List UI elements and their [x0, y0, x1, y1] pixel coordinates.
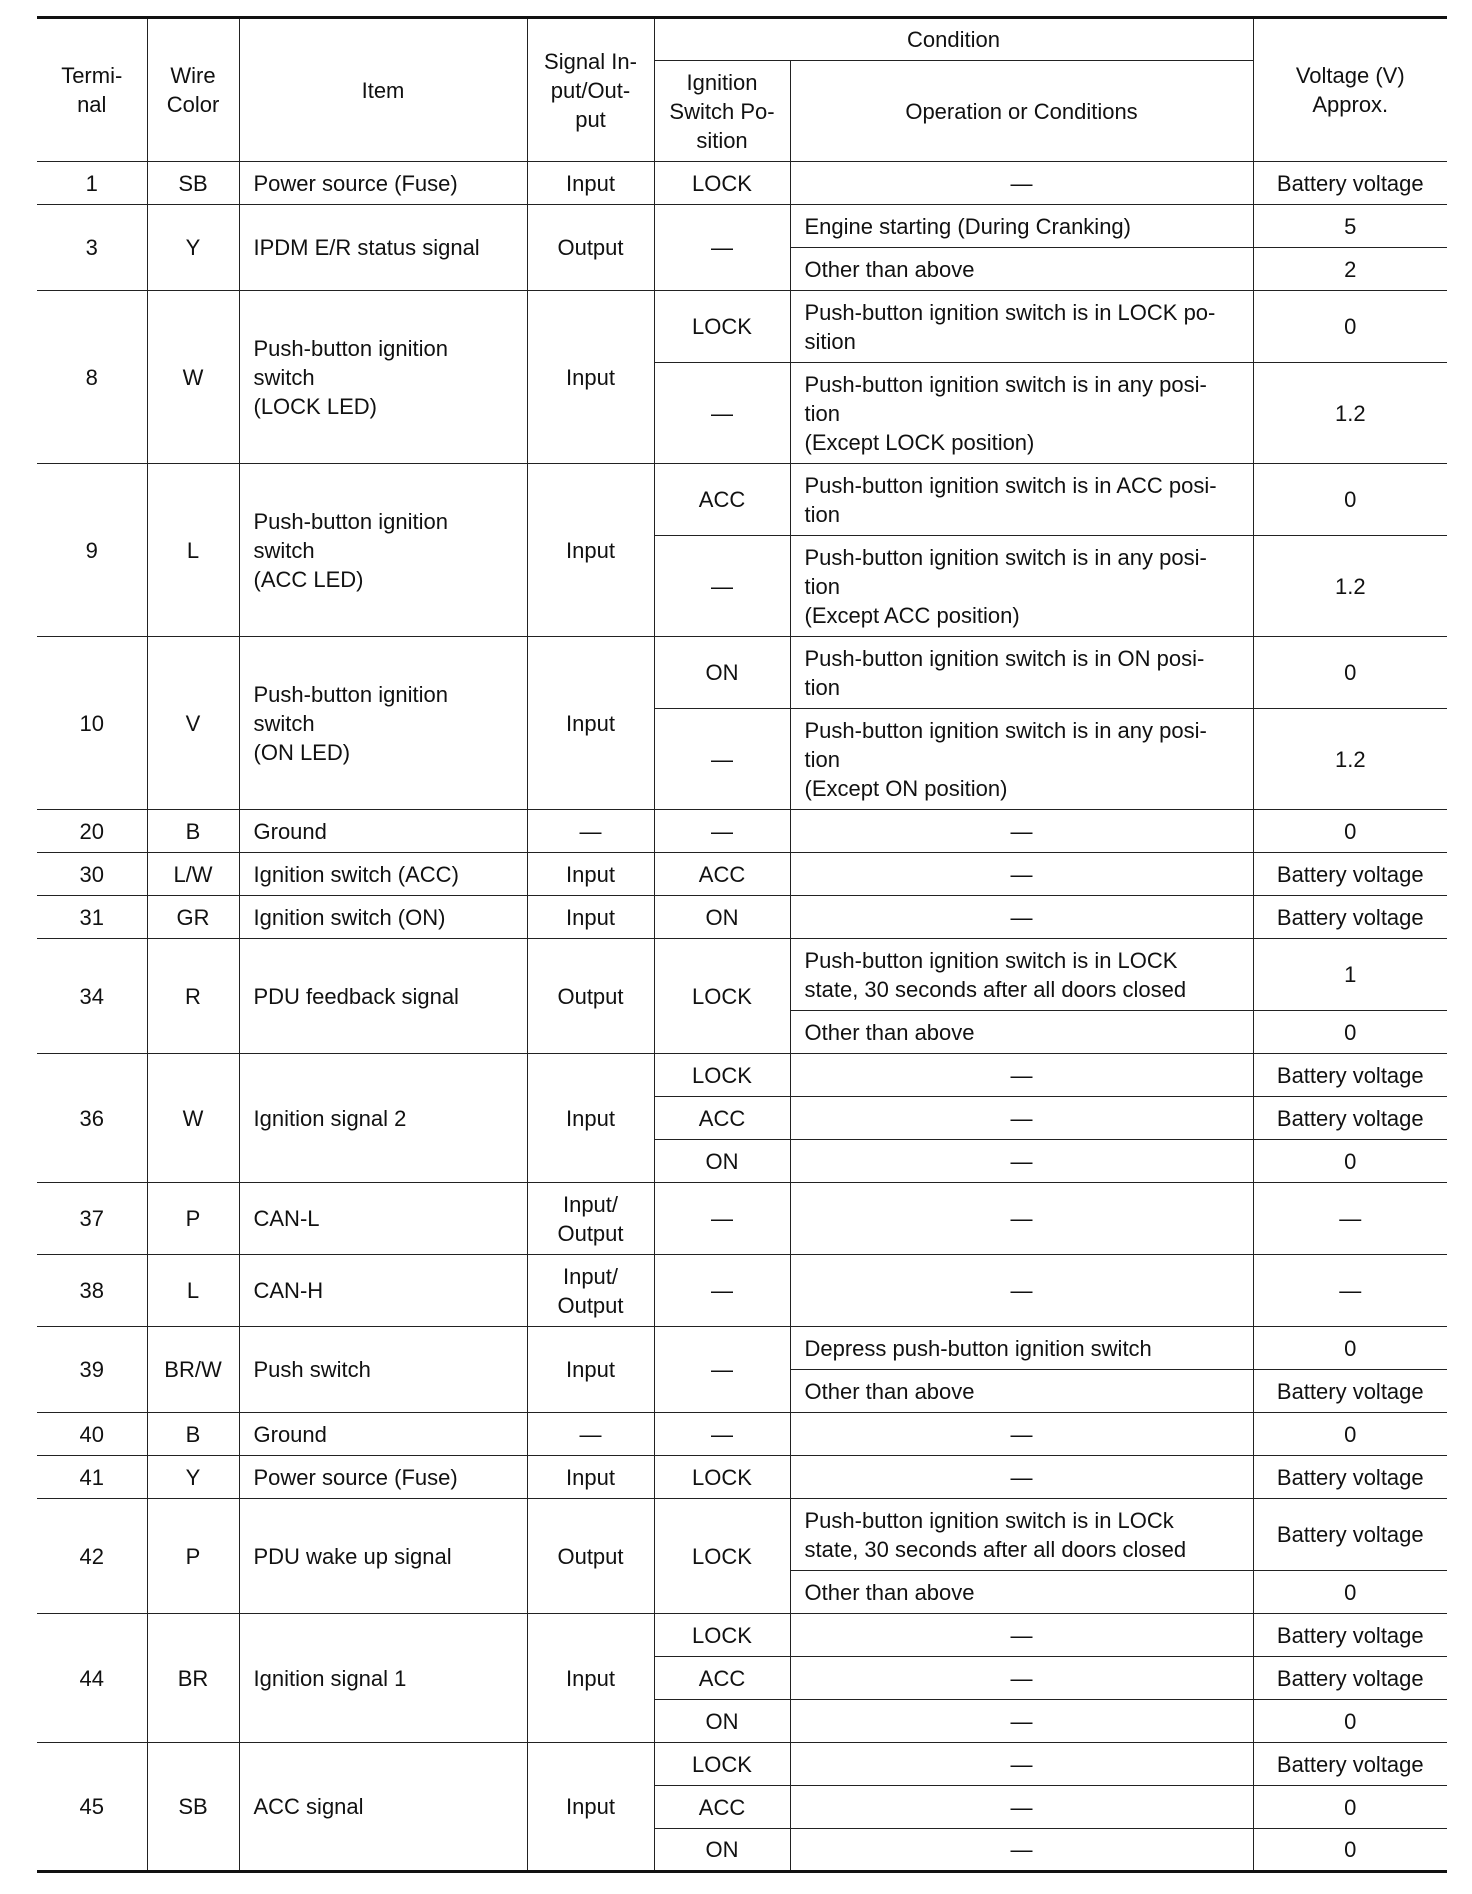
- cell-ignition-position: LOCK: [654, 1614, 790, 1657]
- cell-wire-color: Y: [147, 1456, 239, 1499]
- cell-item: Push switch: [239, 1327, 527, 1413]
- cell-item: Ignition signal 2: [239, 1054, 527, 1183]
- cell-signal: Input: [527, 1614, 654, 1743]
- cell-item: PDU feedback signal: [239, 939, 527, 1054]
- cell-terminal: 20: [37, 810, 147, 853]
- cell-voltage: Battery voltage: [1253, 853, 1447, 896]
- cell-item: PDU wake up signal: [239, 1499, 527, 1614]
- cell-ignition-position: ACC: [654, 853, 790, 896]
- terminal-table: [37, 16, 1447, 1873]
- cell-voltage: 0: [1253, 1786, 1447, 1829]
- cell-ignition-position: LOCK: [654, 1499, 790, 1614]
- cell-voltage: —: [1253, 1255, 1447, 1327]
- cell-ignition-position: —: [654, 1183, 790, 1255]
- cell-wire-color: P: [147, 1183, 239, 1255]
- cell-voltage: Battery voltage: [1253, 1097, 1447, 1140]
- cell-signal: Output: [527, 1499, 654, 1614]
- cell-ignition-position: ON: [654, 1140, 790, 1183]
- cell-terminal: 3: [37, 205, 147, 291]
- cell-voltage: Battery voltage: [1253, 1614, 1447, 1657]
- cell-signal: Input/ Output: [527, 1255, 654, 1327]
- cell-operation: Other than above: [790, 1370, 1253, 1413]
- cell-terminal: 30: [37, 853, 147, 896]
- cell-operation: —: [790, 162, 1253, 205]
- cell-voltage: —: [1253, 1183, 1447, 1255]
- table-row: [37, 896, 1447, 939]
- cell-item: CAN-H: [239, 1255, 527, 1327]
- cell-voltage: 0: [1253, 637, 1447, 709]
- cell-operation: —: [790, 1614, 1253, 1657]
- cell-signal: Input: [527, 896, 654, 939]
- cell-ignition-position: —: [654, 810, 790, 853]
- cell-wire-color: BR: [147, 1614, 239, 1743]
- cell-terminal: 42: [37, 1499, 147, 1614]
- cell-signal: Input: [527, 162, 654, 205]
- cell-ignition-position: ACC: [654, 464, 790, 536]
- cell-signal: Input: [527, 853, 654, 896]
- table-row: [37, 162, 1447, 205]
- cell-operation: —: [790, 1183, 1253, 1255]
- cell-terminal: 45: [37, 1743, 147, 1872]
- cell-voltage: Battery voltage: [1253, 1054, 1447, 1097]
- cell-wire-color: GR: [147, 896, 239, 939]
- cell-ignition-position: ACC: [654, 1657, 790, 1700]
- cell-voltage: 0: [1253, 1011, 1447, 1054]
- cell-voltage: 0: [1253, 1327, 1447, 1370]
- cell-signal: Input: [527, 291, 654, 464]
- cell-ignition-position: LOCK: [654, 291, 790, 363]
- header-wire-color: Wire Color: [147, 18, 239, 162]
- cell-signal: Input: [527, 637, 654, 810]
- cell-voltage: 0: [1253, 1140, 1447, 1183]
- cell-terminal: 10: [37, 637, 147, 810]
- cell-voltage: Battery voltage: [1253, 1456, 1447, 1499]
- cell-terminal: 31: [37, 896, 147, 939]
- cell-wire-color: R: [147, 939, 239, 1054]
- table-row: [37, 853, 1447, 896]
- table-row: [37, 1255, 1447, 1327]
- cell-ignition-position: —: [654, 1255, 790, 1327]
- table-row: [37, 1743, 1447, 1786]
- cell-item: Power source (Fuse): [239, 1456, 527, 1499]
- cell-wire-color: L/W: [147, 853, 239, 896]
- cell-signal: —: [527, 1413, 654, 1456]
- cell-voltage: 0: [1253, 1700, 1447, 1743]
- cell-voltage: Battery voltage: [1253, 1370, 1447, 1413]
- table-header: [37, 18, 1447, 162]
- cell-ignition-position: ON: [654, 1829, 790, 1872]
- cell-terminal: 39: [37, 1327, 147, 1413]
- cell-operation: —: [790, 1786, 1253, 1829]
- cell-item: Ignition switch (ON): [239, 896, 527, 939]
- cell-item: Ignition switch (ACC): [239, 853, 527, 896]
- cell-signal: Input: [527, 1327, 654, 1413]
- cell-ignition-position: LOCK: [654, 162, 790, 205]
- cell-voltage: 5: [1253, 205, 1447, 248]
- cell-operation: —: [790, 853, 1253, 896]
- cell-voltage: 1.2: [1253, 709, 1447, 810]
- cell-terminal: 9: [37, 464, 147, 637]
- cell-voltage: Battery voltage: [1253, 162, 1447, 205]
- cell-item: Ignition signal 1: [239, 1614, 527, 1743]
- cell-ignition-position: —: [654, 205, 790, 291]
- cell-voltage: 0: [1253, 291, 1447, 363]
- cell-ignition-position: ACC: [654, 1786, 790, 1829]
- header-operation: Operation or Conditions: [790, 61, 1253, 162]
- cell-operation: Push-button ignition switch is in any posi- tion (Except LOCK position): [790, 363, 1253, 464]
- table-row: [37, 205, 1447, 248]
- cell-terminal: 44: [37, 1614, 147, 1743]
- table-row: [37, 637, 1447, 709]
- header-condition: Condition: [654, 18, 1253, 61]
- cell-operation: Other than above: [790, 1571, 1253, 1614]
- cell-voltage: Battery voltage: [1253, 1657, 1447, 1700]
- cell-signal: Input: [527, 464, 654, 637]
- table-row: [37, 464, 1447, 536]
- cell-wire-color: B: [147, 810, 239, 853]
- cell-wire-color: BR/W: [147, 1327, 239, 1413]
- cell-signal: —: [527, 810, 654, 853]
- cell-terminal: 8: [37, 291, 147, 464]
- table-row: [37, 1614, 1447, 1657]
- cell-voltage: Battery voltage: [1253, 1743, 1447, 1786]
- cell-voltage: 1.2: [1253, 536, 1447, 637]
- cell-ignition-position: —: [654, 536, 790, 637]
- cell-wire-color: P: [147, 1499, 239, 1614]
- header-signal: Signal In- put/Out- put: [527, 18, 654, 162]
- cell-item: Push-button ignition switch (ACC LED): [239, 464, 527, 637]
- cell-operation: Push-button ignition switch is in LOCK po- sition: [790, 291, 1253, 363]
- cell-operation: Push-button ignition switch is in any posi- tion (Except ACC position): [790, 536, 1253, 637]
- cell-ignition-position: ON: [654, 637, 790, 709]
- cell-voltage: Battery voltage: [1253, 1499, 1447, 1571]
- cell-wire-color: V: [147, 637, 239, 810]
- cell-operation: —: [790, 1413, 1253, 1456]
- table-row: [37, 1183, 1447, 1255]
- cell-wire-color: B: [147, 1413, 239, 1456]
- cell-item: ACC signal: [239, 1743, 527, 1872]
- cell-voltage: 0: [1253, 1829, 1447, 1872]
- cell-operation: —: [790, 1743, 1253, 1786]
- cell-ignition-position: LOCK: [654, 939, 790, 1054]
- cell-terminal: 34: [37, 939, 147, 1054]
- cell-item: Push-button ignition switch (LOCK LED): [239, 291, 527, 464]
- cell-operation: Other than above: [790, 1011, 1253, 1054]
- cell-ignition-position: —: [654, 1413, 790, 1456]
- cell-operation: Push-button ignition switch is in any posi- tion (Except ON position): [790, 709, 1253, 810]
- cell-terminal: 38: [37, 1255, 147, 1327]
- cell-terminal: 40: [37, 1413, 147, 1456]
- table-body: [37, 162, 1447, 1872]
- cell-operation: —: [790, 1700, 1253, 1743]
- cell-ignition-position: LOCK: [654, 1054, 790, 1097]
- header-terminal: Termi- nal: [37, 18, 147, 162]
- cell-terminal: 36: [37, 1054, 147, 1183]
- cell-operation: —: [790, 1829, 1253, 1872]
- cell-wire-color: L: [147, 1255, 239, 1327]
- cell-ignition-position: —: [654, 1327, 790, 1413]
- cell-operation: —: [790, 1255, 1253, 1327]
- cell-wire-color: Y: [147, 205, 239, 291]
- table-row: [37, 1456, 1447, 1499]
- cell-operation: —: [790, 1657, 1253, 1700]
- cell-operation: Push-button ignition switch is in ON posi- tion: [790, 637, 1253, 709]
- cell-terminal: 41: [37, 1456, 147, 1499]
- table-row: [37, 1054, 1447, 1097]
- cell-signal: Input/ Output: [527, 1183, 654, 1255]
- cell-voltage: 0: [1253, 464, 1447, 536]
- cell-voltage: 0: [1253, 1571, 1447, 1614]
- cell-voltage: 1: [1253, 939, 1447, 1011]
- cell-voltage: 0: [1253, 1413, 1447, 1456]
- cell-signal: Input: [527, 1054, 654, 1183]
- cell-wire-color: W: [147, 291, 239, 464]
- table-row: [37, 291, 1447, 363]
- cell-item: Power source (Fuse): [239, 162, 527, 205]
- cell-operation: —: [790, 810, 1253, 853]
- cell-signal: Output: [527, 939, 654, 1054]
- cell-operation: Depress push-button ignition switch: [790, 1327, 1253, 1370]
- cell-signal: Input: [527, 1456, 654, 1499]
- cell-ignition-position: LOCK: [654, 1743, 790, 1786]
- cell-signal: Input: [527, 1743, 654, 1872]
- cell-ignition-position: —: [654, 709, 790, 810]
- cell-wire-color: W: [147, 1054, 239, 1183]
- cell-operation: Push-button ignition switch is in LOCk state, 30 seconds after all doors closed: [790, 1499, 1253, 1571]
- cell-operation: Push-button ignition switch is in LOCK state, 30 seconds after all doors closed: [790, 939, 1253, 1011]
- cell-item: Ground: [239, 810, 527, 853]
- cell-voltage: 0: [1253, 810, 1447, 853]
- header-item: Item: [239, 18, 527, 162]
- table-row: [37, 810, 1447, 853]
- table-row: [37, 1499, 1447, 1571]
- cell-operation: Engine starting (During Cranking): [790, 205, 1253, 248]
- cell-voltage: 1.2: [1253, 363, 1447, 464]
- cell-item: Ground: [239, 1413, 527, 1456]
- cell-operation: —: [790, 1097, 1253, 1140]
- cell-operation: —: [790, 896, 1253, 939]
- cell-operation: —: [790, 1054, 1253, 1097]
- cell-wire-color: SB: [147, 1743, 239, 1872]
- cell-ignition-position: ON: [654, 1700, 790, 1743]
- header-ignition-position: Ignition Switch Po- sition: [654, 61, 790, 162]
- cell-ignition-position: ACC: [654, 1097, 790, 1140]
- cell-terminal: 37: [37, 1183, 147, 1255]
- table-row: [37, 939, 1447, 1011]
- cell-item: CAN-L: [239, 1183, 527, 1255]
- terminal-table-container: [37, 16, 1447, 1873]
- cell-operation: Push-button ignition switch is in ACC posi- tion: [790, 464, 1253, 536]
- cell-wire-color: SB: [147, 162, 239, 205]
- cell-item: Push-button ignition switch (ON LED): [239, 637, 527, 810]
- header-voltage: Voltage (V) Approx.: [1253, 18, 1447, 162]
- cell-operation: —: [790, 1140, 1253, 1183]
- cell-operation: —: [790, 1456, 1253, 1499]
- cell-operation: Other than above: [790, 248, 1253, 291]
- cell-voltage: 2: [1253, 248, 1447, 291]
- cell-voltage: Battery voltage: [1253, 896, 1447, 939]
- cell-ignition-position: —: [654, 363, 790, 464]
- table-row: [37, 1327, 1447, 1370]
- cell-wire-color: L: [147, 464, 239, 637]
- cell-ignition-position: LOCK: [654, 1456, 790, 1499]
- cell-ignition-position: ON: [654, 896, 790, 939]
- cell-item: IPDM E/R status signal: [239, 205, 527, 291]
- cell-signal: Output: [527, 205, 654, 291]
- table-row: [37, 1413, 1447, 1456]
- cell-terminal: 1: [37, 162, 147, 205]
